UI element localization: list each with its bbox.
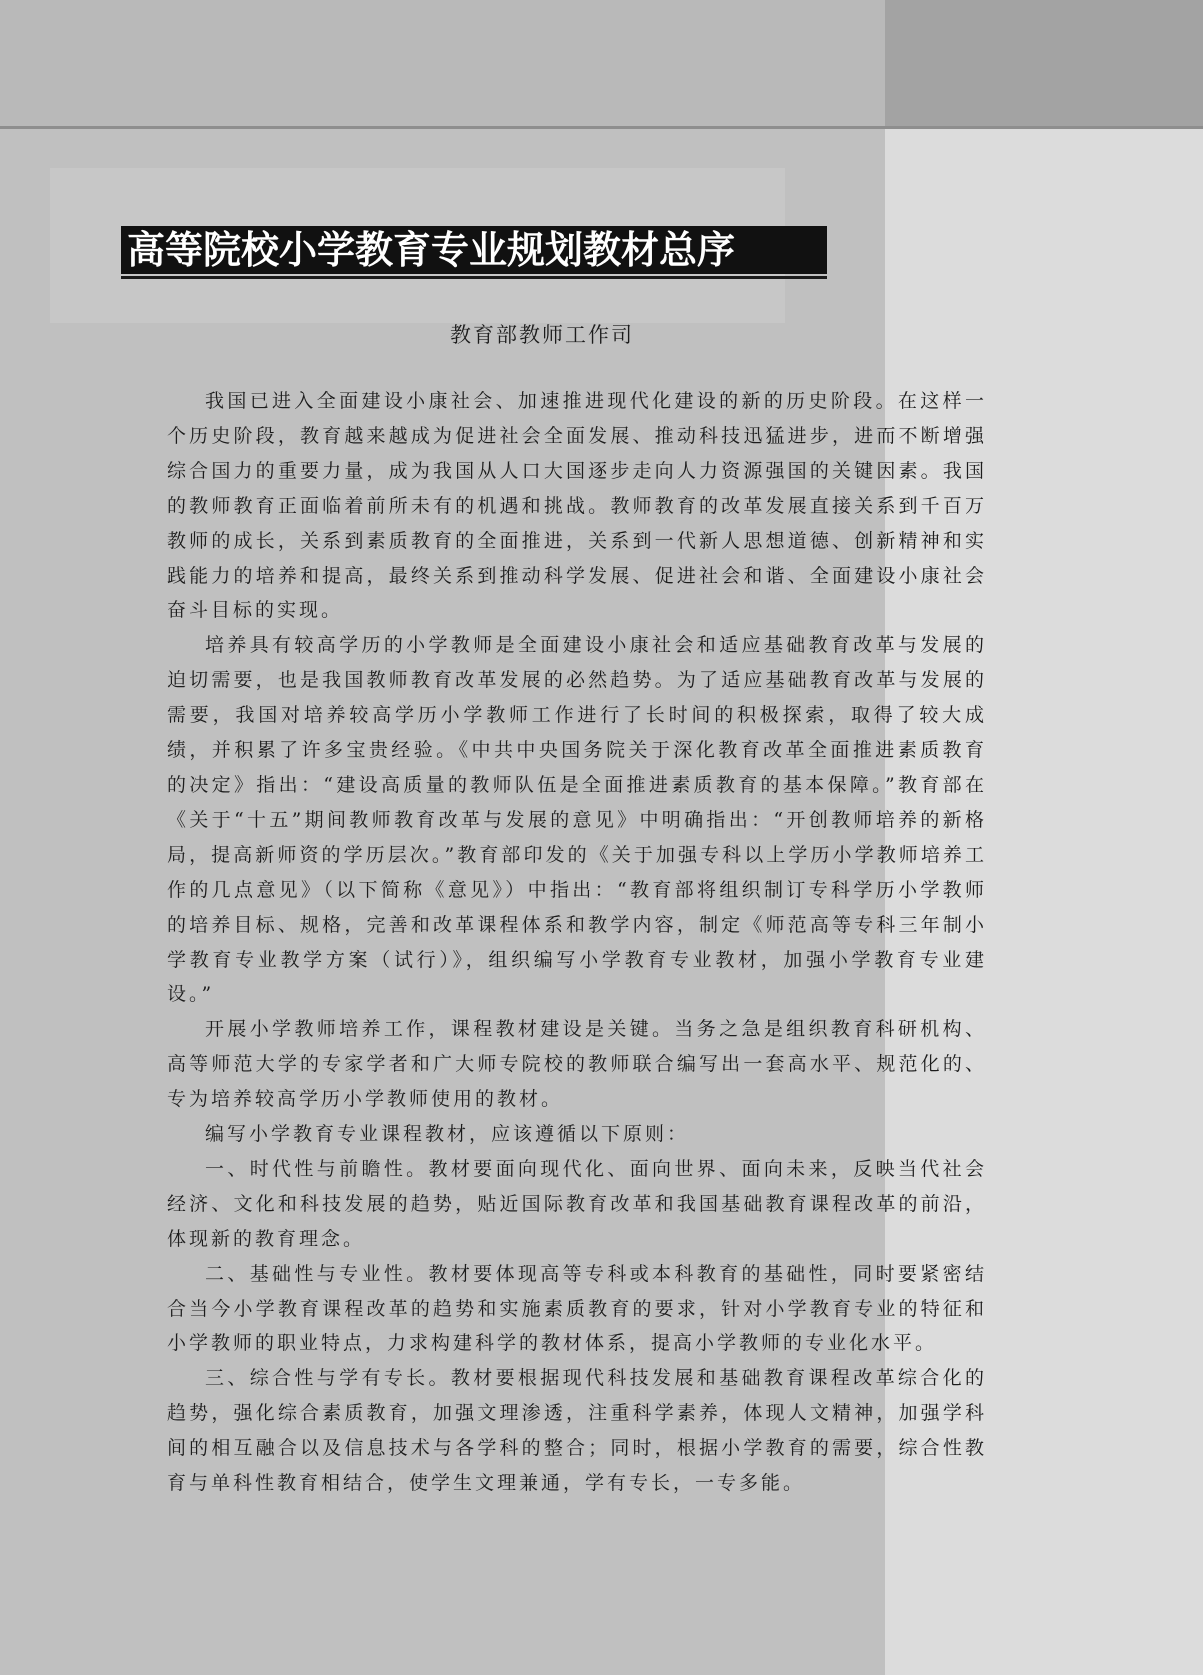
page-title: 高等院校小学教育专业规划教材总序 (127, 227, 736, 272)
paragraph: 我国已进入全面建设小康社会、加速推进现代化建设的新的历史阶段。在这样一个历史阶段，教育越来越成为促进社会全面发展、推动科技迅猛进步，进而不断增强综合国力的重要力量，成为我国从人口大国逐步走向人力资源强国的关键因素。我国的教师教育正面临着前所未有的机遇和挑战。教师教育的改革发展直接关系到千百万教师的成长，关系到素质教育的全面推进，关系到一代新人思想道德、创新精神和实践能力的培养和提高，最终关系到推动科学发展、促进社会和谐、全面建设小康社会奋斗目标的实现。 (167, 390, 987, 622)
paragraph: 开展小学教师培养工作，课程教材建设是关键。当务之急是组织教育科研机构、高等师范大学的专家学者和广大师专院校的教师联合编写出一套高水平、规范化的、专为培养较高学历小学教师使用的教材。 (167, 1018, 987, 1111)
header-band-right (885, 0, 1203, 127)
author-line: 教育部教师工作司 (450, 323, 634, 347)
header-band-left (0, 0, 885, 127)
paragraph: 三、综合性与学有专长。教材要根据现代科技发展和基础教育课程改革综合化的趋势，强化综合素质教育，加强文理渗透，注重科学素养，体现人文精神，加强学科间的相互融合以及信息技术与各学科的整合；同时，根据小学教育的需要，综合性教育与单科性教育相结合，使学生文理兼通，学有专长，一专多能。 (167, 1367, 987, 1495)
paragraph: 二、基础性与专业性。教材要体现高等专科或本科教育的基础性，同时要紧密结合当今小学教育课程改革的趋势和实施素质教育的要求，针对小学教育专业的特征和小学教师的职业特点，力求构建科学的教材体系，提高小学教师的专业化水平。 (167, 1262, 987, 1355)
body-text (167, 384, 987, 1501)
title-bar (121, 226, 827, 274)
paragraph: 一、时代性与前瞻性。教材要面向现代化、面向世界、面向未来，反映当代社会经济、文化和科技发展的趋势，贴近国际教育改革和我国基础教育课程改革的前沿，体现新的教育理念。 (167, 1157, 987, 1250)
paragraph: 培养具有较高学历的小学教师是全面建设小康社会和适应基础教育改革与发展的迫切需要，也是我国教师教育改革发展的必然趋势。为了适应基础教育改革与发展的需要，我国对培养较高学历小学教师工作进行了长时间的积极探索，取得了较大成绩，并积累了许多宝贵经验。《中共中央国务院关于深化教育改革全面推进素质教育的决定》指出：“建设高质量的教师队伍是全面推进素质教育的基本保障。”教育部在《关于“十五”期间教师教育改革与发展的意见》中明确指出：“开创教师培养的新格局，提高新师资的学历层次。”教育部印发的《关于加强专科以上学历小学教师培养工作的几点意见》（以下简称《意见》）中指出：“教育部将组织制订专科学历小学教师的培养目标、规格，完善和改革课程体系和教学内容，制定《师范高等专科三年制小学教育专业教学方案（试行）》，组织编写小学教育专业教材，加强小学教育专业建设。” (167, 634, 987, 1006)
title-underline (121, 276, 827, 279)
paragraph: 编写小学教育专业课程教材，应该遵循以下原则： (205, 1123, 690, 1146)
